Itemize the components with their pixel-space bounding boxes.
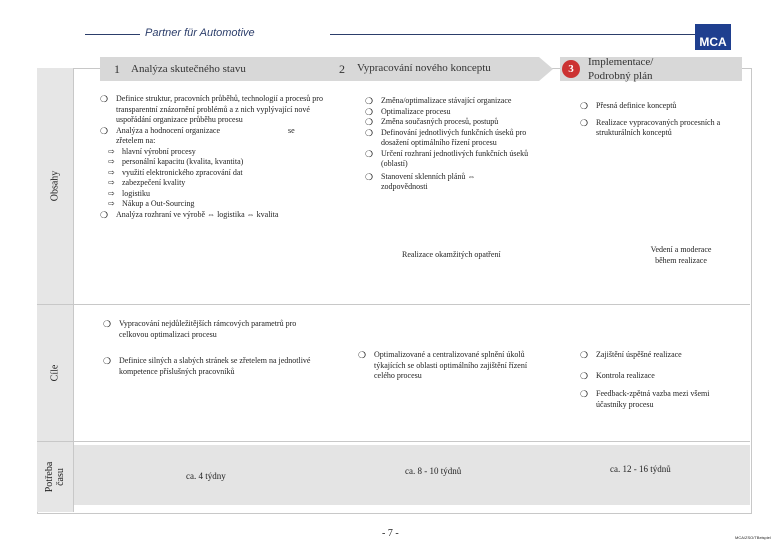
col3-bullet-2: Realizace vypracovaných procesních a strukturálních konceptů: [596, 117, 721, 137]
col1-bullet-2-text: Analýza a hodnocení organizace: [116, 125, 221, 135]
bullet-icon: ❍: [103, 356, 112, 366]
bullet-icon: ❍: [580, 389, 589, 399]
row-label-potreba-text: [44, 462, 66, 493]
bullet-icon: ❍: [580, 370, 589, 381]
double-arrow-icon: ⇔: [246, 209, 255, 219]
col1-sub-2: personální kapacitu (kvalita, kvantita): [122, 157, 244, 166]
phase-3-title-line2: Podrobný plán: [588, 70, 653, 82]
arrow-right-icon: ⇨: [108, 146, 115, 156]
row-divider-1: [37, 304, 750, 305]
goal-col2-1: Optimalizované a centralizované splnění úkolů týkajících se oblasti optimálního zajištění řízení celého procesu: [374, 350, 528, 380]
bullet-icon: ❍: [365, 171, 374, 182]
col2-bullet-6-text: Stanovení sklenních plánů: [381, 171, 466, 181]
list-item: [580, 350, 730, 361]
row-label-potreba-line2: času: [55, 468, 66, 486]
list-item: [580, 118, 730, 139]
phase-3-title-line1: Implementace/: [588, 56, 654, 68]
phase-3-number: 3: [562, 60, 580, 78]
bullet-icon: ❍: [103, 319, 112, 329]
header-rule-right: [330, 34, 695, 35]
company-logo: MCA: [695, 24, 731, 50]
content-col3: [580, 101, 730, 139]
arrow-right-icon: ⇨: [108, 178, 115, 187]
col1-sub-4: zabezpečení kvality: [122, 178, 186, 187]
list-item: [365, 96, 555, 107]
goal-col3-3: Feedback-zpětná vazba mezi všemi účastníky procesu: [596, 389, 710, 409]
list-item: [100, 168, 346, 179]
list-item: [100, 157, 346, 168]
header-rule-left: [85, 34, 140, 35]
double-arrow-icon: ⇔: [207, 209, 216, 219]
list-item: [100, 199, 346, 210]
phase-2-title: Vypracování nového konceptu: [357, 62, 491, 74]
col2-bullet-3: Změna současných procesů, postupů: [381, 117, 499, 126]
col1-sub-3: využití elektronického zpracování dat: [122, 167, 243, 177]
phase-1-title: Analýza skutečného stavu: [131, 63, 246, 75]
col1-sub-5: logistiku: [122, 188, 151, 198]
col2-bullet-2: Optimalizace procesu: [381, 106, 451, 116]
list-item: [365, 128, 555, 149]
row-label-obsahy-text: Obsahy: [49, 170, 61, 202]
bullet-icon: ❍: [365, 148, 374, 159]
goal-col1-1: Vypracování nejdůležitějších rámcových parametrů pro celkovou optimalizaci procesu: [119, 319, 297, 339]
col2-bottom-note: Realizace okamžitých opatření: [402, 250, 501, 259]
col1-bullet-3-kvalita: kvalita: [256, 209, 279, 219]
list-item: [365, 172, 555, 193]
phase-1-number: 1: [114, 62, 120, 76]
col1-bullet-3-logistika: logistika: [217, 209, 245, 219]
col1-sub-1: hlavní výrobní procesy: [122, 146, 196, 156]
row-label-cile: [37, 305, 74, 441]
bullet-icon: ❍: [365, 106, 374, 117]
col1-bullet-2: [116, 126, 295, 147]
bullet-icon: ❍: [580, 117, 589, 128]
bullet-icon: ❍: [100, 125, 109, 136]
phase-3-title: [588, 55, 653, 83]
arrow-right-icon: ⇨: [108, 157, 115, 166]
list-item: [580, 389, 730, 410]
col1-bullet-2-tail: zřetelem na:: [116, 136, 156, 145]
col1-bullet-2-se: se: [288, 125, 295, 135]
goals-col2: [358, 350, 548, 382]
col2-bullet-6-tail: zodpovědnosti: [381, 182, 428, 191]
col2-bullet-1: Změna/optimalizace stávající organizace: [381, 96, 512, 105]
bullet-icon: ❍: [580, 101, 589, 111]
timing-col2: ca. 8 - 10 týdnů: [405, 466, 462, 476]
timing-col3: ca. 12 - 16 týdnů: [610, 464, 671, 474]
list-item: [100, 94, 346, 126]
row-label-cile-text: Cíle: [49, 364, 61, 382]
list-item: [100, 147, 346, 158]
list-item: [358, 350, 548, 382]
bullet-icon: ❍: [365, 96, 374, 106]
list-item: [100, 178, 346, 189]
list-item: [103, 319, 323, 340]
col2-bullet-6: [381, 172, 475, 193]
goals-col1: [103, 319, 323, 377]
col1-sub-6: Nákup a Out-Sourcing: [122, 199, 195, 208]
list-item: [580, 371, 730, 382]
goal-col1-2: Definice silných a slabých stránek se zřetelem na jednotlivé kompetence příslušných pracovníků: [119, 356, 311, 376]
phase-2-arrow: [539, 57, 553, 81]
arrow-right-icon: ⇨: [108, 199, 115, 208]
bullet-icon: ❍: [358, 350, 367, 360]
phase-2-number: 2: [339, 62, 345, 76]
bullet-icon: ❍: [100, 94, 109, 104]
goal-col3-2: Kontrola realizace: [596, 370, 655, 380]
col2-bullet-5: Určení rozhraní jednotlivých funkčních úseků (oblastí): [381, 148, 529, 168]
col1-bullet-3: [116, 210, 278, 221]
col3-bullet-1: Přesná definice konceptů: [596, 101, 677, 110]
header-title: Partner für Automotive: [145, 27, 255, 39]
row-label-potreba: [37, 442, 74, 512]
col1-bullet-3-text: Analýza rozhraní ve výrobě: [116, 209, 206, 219]
row-divider-2: [37, 441, 750, 442]
timing-col1: ca. 4 týdny: [186, 471, 226, 481]
double-arrow-icon: ⇔: [467, 171, 476, 181]
page-number: - 7 -: [382, 528, 399, 539]
list-item: [365, 149, 555, 170]
goals-col3: [580, 350, 730, 410]
content-col1: [100, 94, 346, 220]
list-item: [365, 117, 555, 128]
col1-bullet-1: Definice struktur, pracovních průběhů, technologií a procesů pro transparentní znázornění problémů a z nich vyplývající nové uspořádání organizace průběhu procesu: [116, 94, 323, 124]
document-id: MCA/ZSO/TBeispiel: [735, 535, 771, 540]
col3-bottom-note: Vedení a moderace během realizace: [650, 245, 712, 265]
goal-col3-1: Zajištění úspěšné realizace: [596, 350, 682, 359]
row-label-potreba-line1: Potřeba: [44, 461, 55, 493]
list-item: [100, 210, 346, 221]
bullet-icon: ❍: [365, 117, 374, 127]
list-item: [580, 101, 730, 112]
bullet-icon: ❍: [580, 350, 589, 360]
arrow-right-icon: ⇨: [108, 167, 115, 177]
arrow-right-icon: ⇨: [108, 188, 115, 198]
list-item: [103, 356, 323, 377]
list-item: [365, 107, 555, 118]
list-item: [100, 126, 346, 147]
col2-bullet-4: Definování jednotlivých funkčních úseků pro dosažení optimálního řízení procesu: [381, 127, 527, 147]
bullet-icon: ❍: [365, 127, 374, 138]
list-item: [100, 189, 346, 200]
content-col2: [365, 96, 555, 193]
row-label-obsahy: [37, 68, 74, 304]
bullet-icon: ❍: [100, 209, 109, 220]
